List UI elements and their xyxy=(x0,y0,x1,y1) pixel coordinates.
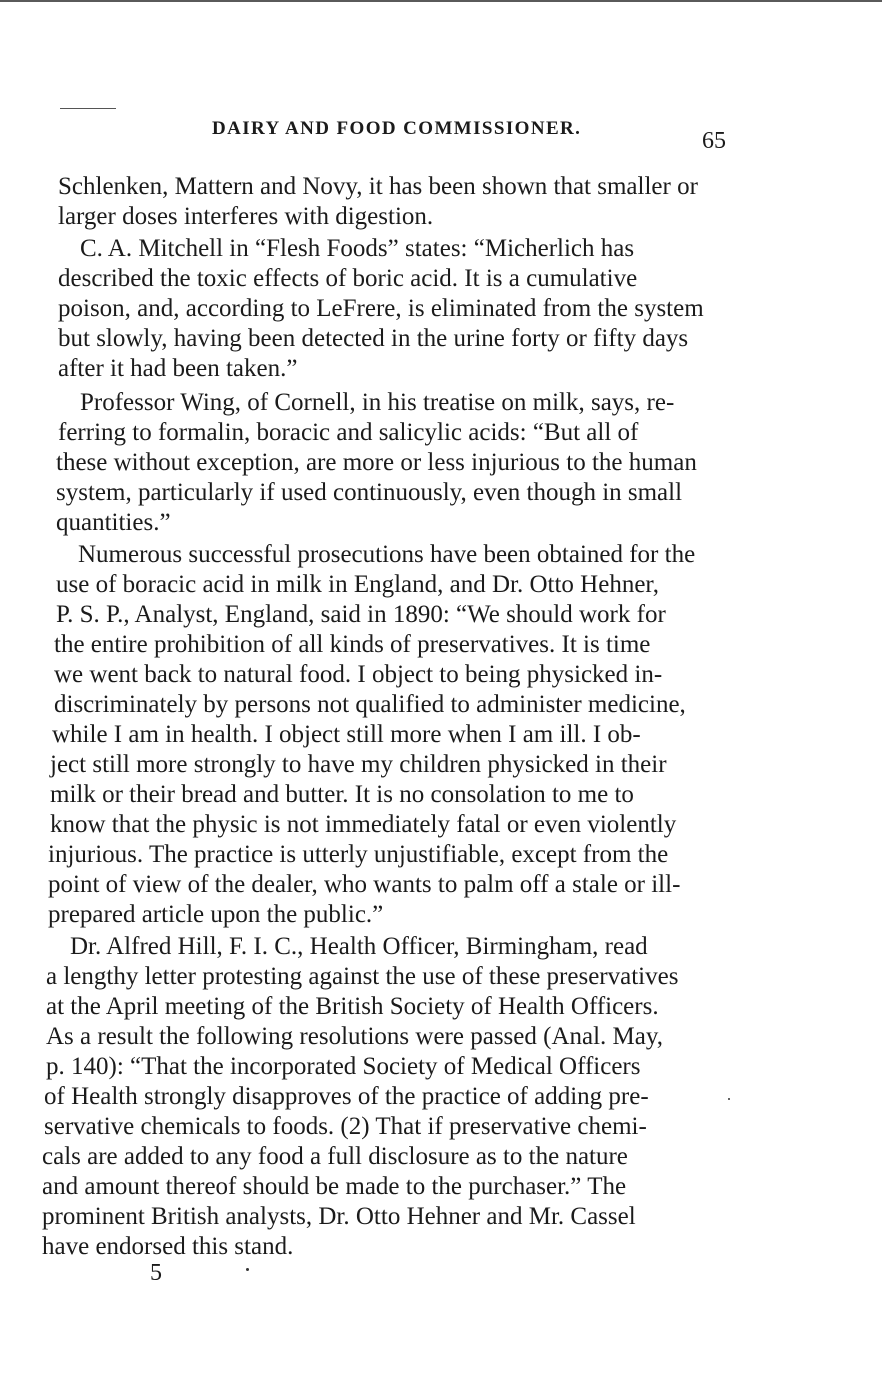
text-line: use of boracic acid in milk in England, and Dr. Otto Hehner, xyxy=(56,571,660,598)
text-line: at the April meeting of the British Society of Health Officers. xyxy=(46,993,659,1020)
text-line: quantities.” xyxy=(56,509,171,536)
text-line: these without exception, are more or less injurious to the human xyxy=(56,449,697,476)
text-line: larger doses interferes with digestion. xyxy=(58,203,434,230)
text-line: of Health strongly disapproves of the practice of adding pre- xyxy=(44,1083,649,1110)
text-line: ject still more strongly to have my children physicked in their xyxy=(50,751,667,778)
text-line: we went back to natural food. I object to being physicked in- xyxy=(54,661,663,688)
text-line: system, particularly if used continuously, even though in small xyxy=(56,479,683,506)
text-line: P. S. P., Analyst, England, said in 1890: “We should work for xyxy=(56,601,666,628)
text-line: injurious. The practice is utterly unjustifiable, except from the xyxy=(48,841,669,868)
text-line: milk or their bread and butter. It is no consolation to me to xyxy=(50,781,634,808)
text-line: and amount thereof should be made to the purchaser.” The xyxy=(42,1173,627,1200)
ink-speck xyxy=(246,1268,249,1271)
text-line: p. 140): “That the incorporated Society of Medical Officers xyxy=(46,1053,641,1080)
text-line: the entire prohibition of all kinds of preservatives. It is time xyxy=(54,631,651,658)
text-line: a lengthy letter protesting against the use of these preservatives xyxy=(46,963,679,990)
text-line: after it had been taken.” xyxy=(58,355,298,382)
scan-artifact-mark xyxy=(60,108,116,109)
text-line: C. A. Mitchell in “Flesh Foods” states: “Micherlich has xyxy=(80,235,635,262)
scan-edge-rule xyxy=(0,0,882,2)
text-line: Professor Wing, of Cornell, in his treatise on milk, says, re- xyxy=(80,389,675,416)
text-line: Dr. Alfred Hill, F. I. C., Health Officer, Birmingham, read xyxy=(70,933,648,960)
text-line: while I am in health. I object still more when I am ill. I ob- xyxy=(52,721,641,748)
text-line: Schlenken, Mattern and Novy, it has been shown that smaller or xyxy=(58,173,698,200)
text-line: Numerous successful prosecutions have been obtained for the xyxy=(78,541,696,568)
text-line: prepared article upon the public.” xyxy=(48,901,384,928)
text-line: prominent British analysts, Dr. Otto Hehner and Mr. Cassel xyxy=(42,1203,636,1230)
text-line: discriminately by persons not qualified to administer medicine, xyxy=(54,691,686,718)
text-line: servative chemicals to foods. (2) That if preservative chemi- xyxy=(44,1113,647,1140)
text-line: poison, and, according to LeFrere, is eliminated from the system xyxy=(58,295,704,322)
text-line: point of view of the dealer, who wants to palm off a stale or ill- xyxy=(48,871,681,898)
text-line: know that the physic is not immediately fatal or even violently xyxy=(50,811,677,838)
text-line: have endorsed this stand. xyxy=(42,1233,294,1260)
signature-mark: 5 xyxy=(150,1260,162,1286)
text-line: ferring to formalin, boracic and salicylic acids: “But all of xyxy=(58,419,639,446)
text-line: As a result the following resolutions were passed (Anal. May, xyxy=(46,1023,663,1050)
page-number: 65 xyxy=(702,128,726,154)
text-line: but slowly, having been detected in the urine forty or fifty days xyxy=(58,325,689,352)
running-title: DAIRY AND FOOD COMMISSIONER. xyxy=(212,118,582,139)
ink-speck xyxy=(728,1098,730,1100)
text-line: described the toxic effects of boric acid. It is a cumulative xyxy=(58,265,638,292)
text-line: cals are added to any food a full disclosure as to the nature xyxy=(42,1143,628,1170)
